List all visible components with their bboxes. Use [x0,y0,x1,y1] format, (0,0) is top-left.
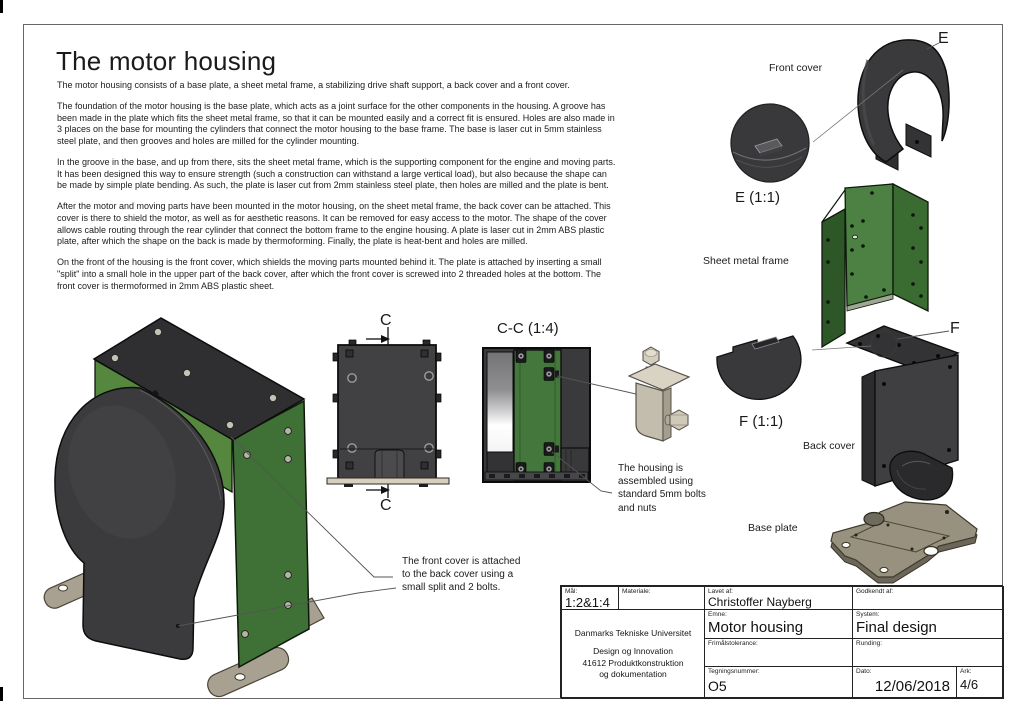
field-value: Final design [856,618,937,636]
titleblock-field-tegningsnummer [704,666,853,699]
label-base-plate: Base plate [748,522,798,534]
section-marker-c-top: C [380,312,392,329]
sheet-metal-frame-part [822,184,928,347]
org-line: Design og Innovation [593,646,673,657]
titleblock-field-dato [852,666,957,699]
detail-e-title: E (1:1) [735,189,781,206]
base-plate-part [831,502,977,583]
field-label: Frimålstolerance: [708,640,758,647]
label-front-cover: Front cover [769,62,823,74]
bolt-bracket-detail [629,347,689,441]
titleblock-field-lavet-af [704,586,853,610]
back-cover-part [812,326,958,500]
field-value: 12/06/2018 [874,677,950,695]
detail-marker-f: F [950,320,960,337]
field-label: Godkendt af: [856,588,894,595]
label-sheet-metal-frame: Sheet metal frame [703,255,789,267]
field-value: 4/6 [960,676,979,692]
field-label: Ark: [960,668,972,675]
titleblock-field-materiale [618,586,705,610]
body-paragraph: On the front of the housing is the front cover, which shields the moving parts mounted behind it. The plate is attached by inserting a small "split" into a small hole in the upper part of the back cover, after which the front cover is screwed into 2 threaded holes at the bottom. The front cover is thermoformed in 2mm ABS plastic sheet. [57,257,602,291]
body-paragraph: The motor housing consists of a base plate, a sheet metal frame, a stabilizing drive shaft support, a back cover and a front cover. [57,80,570,90]
field-label: Lavet af: [708,588,733,595]
field-value: O5 [708,677,727,694]
titleblock-field-emne [704,609,853,639]
titleblock-organization [561,609,705,699]
body-paragraph: In the groove in the base, and up from there, sits the sheet metal frame, which is the supporting component for the engine and moving parts. It has been designed this way to ensure strength (such a construction can withstand a large vertical load), but also because the shape can be made by simple plate bending. As such, the plate is laser cut from 2mm stainless steel plate, then holes are milled and the plate is bent. [57,157,616,191]
body-paragraph: The foundation of the motor housing is the base plate, which acts as a joint surface for the other components in the housing. A groove has been made in the plate which fits the sheet metal frame, so that it can be mounted easily and a correct fit is ensured. Holes are also made in 3 places on the base for mounting the cylinders that connect the motor housing to the base frame. The base is laser cut in 5mm stainless steel plate, and then grooves and holes are milled for the cylinder mounting. [57,101,615,146]
front-view [327,327,449,498]
titleblock-field-runding [852,638,1004,667]
field-label: Dato: [856,668,872,675]
front-cover-part [813,40,949,170]
field-label: Tegningsnummer: [708,668,760,675]
section-view-cc-title: C-C (1:4) [497,320,559,337]
field-label: Emne: [708,611,727,618]
field-value: Motor housing [708,618,804,636]
titleblock-field-maal [561,586,619,610]
org-line: og dokumentation [599,668,667,679]
section-view-cc [483,348,636,493]
titleblock-field-frimaalstolerance [704,638,853,667]
section-marker-c-bottom: C [380,497,392,514]
page-title: The motor housing [56,46,277,76]
field-value: Christoffer Nayberg [708,594,812,609]
titleblock-field-system [852,609,1004,639]
label-back-cover: Back cover [803,440,855,452]
titleblock-field-godkendt-af [852,586,1004,610]
titleblock-field-ark [956,666,1004,699]
field-value: 1:2&1:4 [565,594,610,610]
detail-f-title: F (1:1) [739,413,784,430]
field-label: Mål: [565,588,578,595]
detail-f-view [717,336,801,399]
field-label: Materiale: [622,588,651,595]
callout-front-cover-note: The front cover is attached to the back cover using a small split and 2 bolts. [402,556,521,594]
org-line: 41612 Produktkonstruktion [582,657,684,668]
callout-bolts-note: The housing is assembled using standard 5mm bolts and nuts [618,463,706,514]
body-paragraph: After the motor and moving parts have been mounted in the motor housing, on the sheet metal frame, the back cover can be attached. This cover is there to shield the motor, as well as for aesthetic reasons. It can be removed for easy access to the motor. The shape of the cover allows cable routing through the rear cylinder that connect the bottom frame to the engine housing. A plate is laser cut in 2mm ABS plastic plate, after which the shape on the back is made by thermoforming. Finally, the plate is heat-bent and holes are milled. [57,201,611,247]
field-label: System: [856,611,880,618]
title-block [560,585,1003,698]
detail-e-view [731,104,809,182]
org-line: Danmarks Tekniske Universitet [574,627,692,638]
field-label: Runding: [856,640,883,647]
detail-marker-e: E [938,30,949,47]
